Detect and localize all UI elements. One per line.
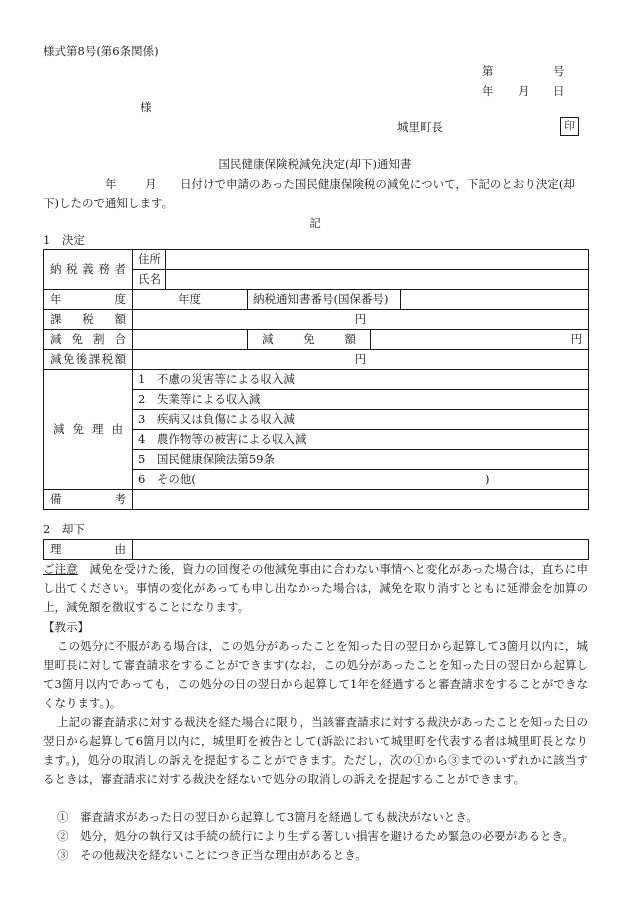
reason-option-6[interactable] bbox=[133, 470, 589, 490]
rejection-reason-label: 理由 bbox=[44, 540, 133, 560]
reduction-rate-label: 減免割合 bbox=[44, 330, 133, 350]
date-month-label: 月 bbox=[518, 84, 530, 98]
notice-number-label: 納税通知書番号(国保番号) bbox=[248, 290, 401, 310]
date-year-label: 年 bbox=[482, 84, 494, 98]
ki-heading: 記 bbox=[309, 216, 321, 230]
reduction-amount-label: 減免額 bbox=[248, 330, 371, 350]
instruction-paragraph-2: 上記の審査請求に対する裁決を経た場合に限り，当該審査請求に対する裁決があったことを知った日の翌日から起算して6箇月以内に，城里町を被告として(訴訟において城里町を代表する者は城里町長となります。)，処分の取消しの訴えを提起することができます。ただし，次の①から③までのいずれかに該当するときは，審査請求に対する裁決を経ないで処分の取消しの訴えを提起することができます。 bbox=[43, 715, 588, 786]
decision-table bbox=[43, 249, 589, 510]
reduction-rate-field[interactable] bbox=[133, 330, 248, 350]
taxpayer-label: 納税義務者 bbox=[44, 250, 133, 290]
after-reduction-field[interactable]: 円 bbox=[133, 350, 589, 370]
remarks-label: 備考 bbox=[44, 490, 133, 510]
tax-amount-field[interactable]: 円 bbox=[133, 310, 589, 330]
notice-number-field[interactable] bbox=[401, 290, 589, 310]
instruction-item-2: ② 処分，処分の執行又は手続の続行により生ずる著しい損害を避けるため緊急の必要があるとき。 bbox=[57, 829, 575, 843]
instruction-paragraph-1: この処分に不服がある場合は，この処分があったことを知った日の翌日から起算して3箇月以内に，城里町長に対して審査請求をすることができます(なお，この処分があったことを知った日の翌日から起算して3箇月以内であっても，この処分の日の翌日から起算して1年を経過すると審査請求をすることができなくなります。)。 bbox=[43, 639, 588, 710]
document-number-suffix: 号 bbox=[553, 64, 565, 78]
section-rejection: 2 却下 bbox=[43, 522, 85, 536]
reduction-reason-label: 減免理由 bbox=[44, 370, 133, 490]
rejection-reason-field[interactable] bbox=[133, 540, 589, 560]
form-number: 様式第8号(第6条関係) bbox=[43, 44, 159, 58]
caution-paragraph bbox=[43, 560, 588, 617]
reason-option-6-close: ) bbox=[485, 472, 490, 486]
reason-option-4[interactable]: 4 農作物等の被害による収入減 bbox=[133, 430, 589, 450]
seal-mark: 印 bbox=[560, 117, 579, 136]
tax-amount-label: 課税額 bbox=[44, 310, 133, 330]
address-field[interactable] bbox=[166, 250, 589, 270]
reduction-amount-field[interactable]: 円 bbox=[371, 330, 589, 350]
reason-option-1[interactable]: 1 不慮の災害等による収入減 bbox=[133, 370, 589, 390]
intro-text-continued: 下)したので通知します。 bbox=[43, 196, 174, 210]
issuer-name: 城里町長 bbox=[397, 120, 443, 134]
instruction-item-1: ① 審査請求があった日の翌日から起算して3箇月を経過しても裁決がないとき。 bbox=[57, 810, 478, 824]
name-label: 氏名 bbox=[133, 270, 166, 290]
reason-option-6-text: 6 その他( bbox=[138, 472, 196, 486]
caution-label: ご注意 bbox=[43, 562, 78, 576]
intro-text: 日付けで申請のあった国民健康保険税の減免について，下記のとおり決定(却 bbox=[180, 177, 575, 191]
reason-option-5[interactable]: 5 国民健康保険法第59条 bbox=[133, 450, 589, 470]
intro-month: 月 bbox=[145, 177, 157, 191]
name-field[interactable] bbox=[166, 270, 589, 290]
address-label: 住所 bbox=[133, 250, 166, 270]
recipient-honorific: 様 bbox=[140, 100, 152, 114]
section-decision: 1 決定 bbox=[43, 233, 85, 247]
reason-option-2[interactable]: 2 失業等による収入減 bbox=[133, 390, 589, 410]
instruction-item-3: ③ その他裁決を経ないことにつき正当な理由があるとき。 bbox=[57, 848, 367, 862]
reason-option-3[interactable]: 3 疾病又は負傷による収入減 bbox=[133, 410, 589, 430]
caution-text: 減免を受けた後，資力の回復その他減免事由に合わない事情へと変化があった場合は，直ちに申し出てください。事情の変化があっても申し出なかった場合は，減免を取り消すとともに延滞金を加算の上，減免額を徴収することになります。 bbox=[43, 562, 589, 614]
after-reduction-label: 減免後課税額 bbox=[44, 350, 133, 370]
remarks-field[interactable] bbox=[133, 490, 589, 510]
document-number-prefix: 第 bbox=[482, 64, 494, 78]
rejection-table bbox=[43, 539, 589, 560]
fiscal-year-label: 年 度 bbox=[44, 290, 133, 310]
instruction-heading: 【教示】 bbox=[43, 620, 89, 634]
document-title: 国民健康保険税減免決定(却下)通知書 bbox=[218, 157, 412, 171]
fiscal-year-field[interactable]: 年度 bbox=[133, 290, 248, 310]
date-day-label: 日 bbox=[553, 84, 565, 98]
intro-year: 年 bbox=[105, 177, 117, 191]
